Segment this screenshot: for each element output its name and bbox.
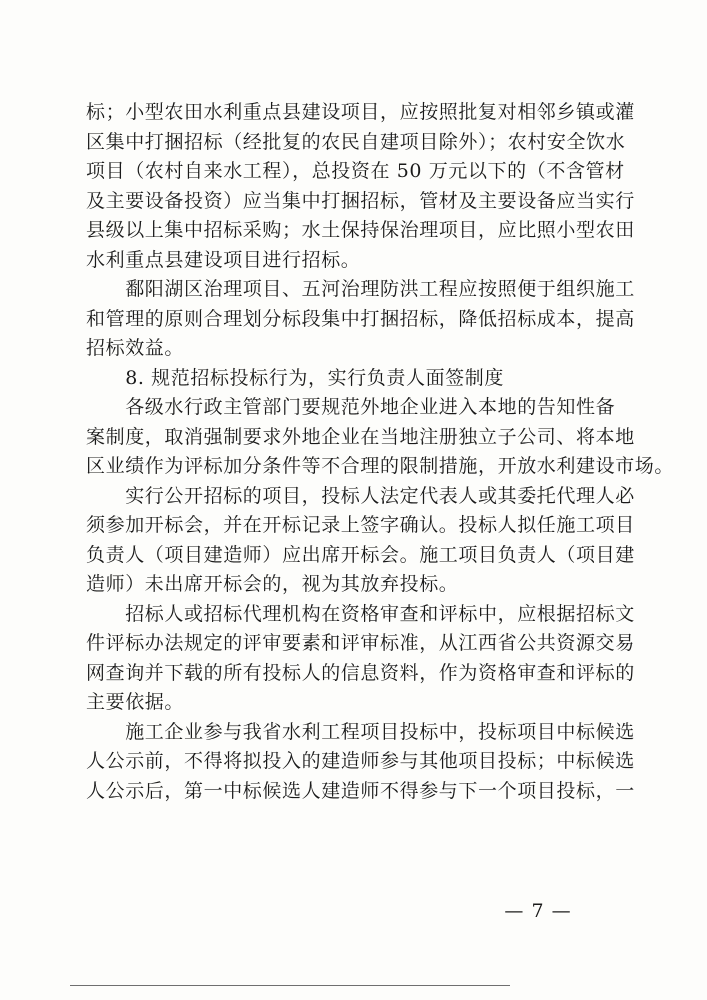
text-line: 鄱阳湖区治理项目、五河治理防洪工程应按照便于组织施工 [86, 278, 635, 300]
text-line: 造师）未出席开标会的，视为其放弃投标。 [86, 573, 459, 595]
section-heading: 8. 规范招标投标行为，实行负责人面签制度 [86, 366, 504, 389]
text-line: 人公示前，不得将拟投入的建造师参与其他项目投标；中标候选 [86, 750, 635, 772]
text-line: 及主要设备投资）应当集中打捆招标，管材及主要设备应当实行 [86, 189, 635, 212]
text-line: 各级水行政主管部门要规范外地企业进入本地的告知性备 [86, 396, 616, 418]
text-line: 主要依据。 [86, 691, 185, 713]
text-line: 和管理的原则合理划分标段集中打捆招标，降低招标成本，提高 [86, 307, 635, 330]
text-line: 招标效益。 [86, 337, 185, 359]
text-line: 须参加开标会，并在开标记录上签字确认。投标人拟任施工项目 [86, 514, 635, 536]
bottom-rule [70, 985, 510, 986]
text-line: 案制度，取消强制要求外地企业在当地注册独立子公司、将本地 [86, 425, 635, 448]
page-number: — 7 — [504, 900, 572, 922]
text-line: 县级以上集中招标采购；水土保持保治理项目，应比照小型农田 [86, 219, 635, 241]
text-line: 负责人（项目建造师）应出席开标会。施工项目负责人（项目建 [86, 543, 635, 566]
text-line: 区业绩作为评标加分条件等不合理的限制措施，开放水利建设市场。 [86, 455, 675, 477]
text-line: 件评标办法规定的评审要素和评审标准，从江西省公共资源交易 [86, 632, 635, 654]
text-line: 标；小型农田水利重点县建设项目，应按照批复对相邻乡镇或灌 [86, 101, 635, 123]
text-line: 网查询并下载的所有投标人的信息资料，作为资格审查和评标的 [86, 661, 635, 684]
text-line: 招标人或招标代理机构在资格审查和评标中，应根据招标文 [86, 602, 635, 625]
text-line: 人公示后，第一中标候选人建造师不得参与下一个项目投标，一 [86, 779, 635, 802]
text-line: 区集中打捆招标（经批复的农民自建项目除外）；农村安全饮水 [86, 130, 626, 153]
body-text [86, 98, 675, 806]
text-line: 施工企业参与我省水利工程项目投标中，投标项目中标候选 [86, 720, 635, 743]
text-line: 水利重点县建设项目进行招标。 [86, 248, 361, 271]
text-line: 实行公开招标的项目，投标人法定代表人或其委托代理人必 [86, 484, 635, 507]
text-line: 项目（农村自来水工程），总投资在 50 万元以下的（不含管材 [86, 160, 625, 182]
